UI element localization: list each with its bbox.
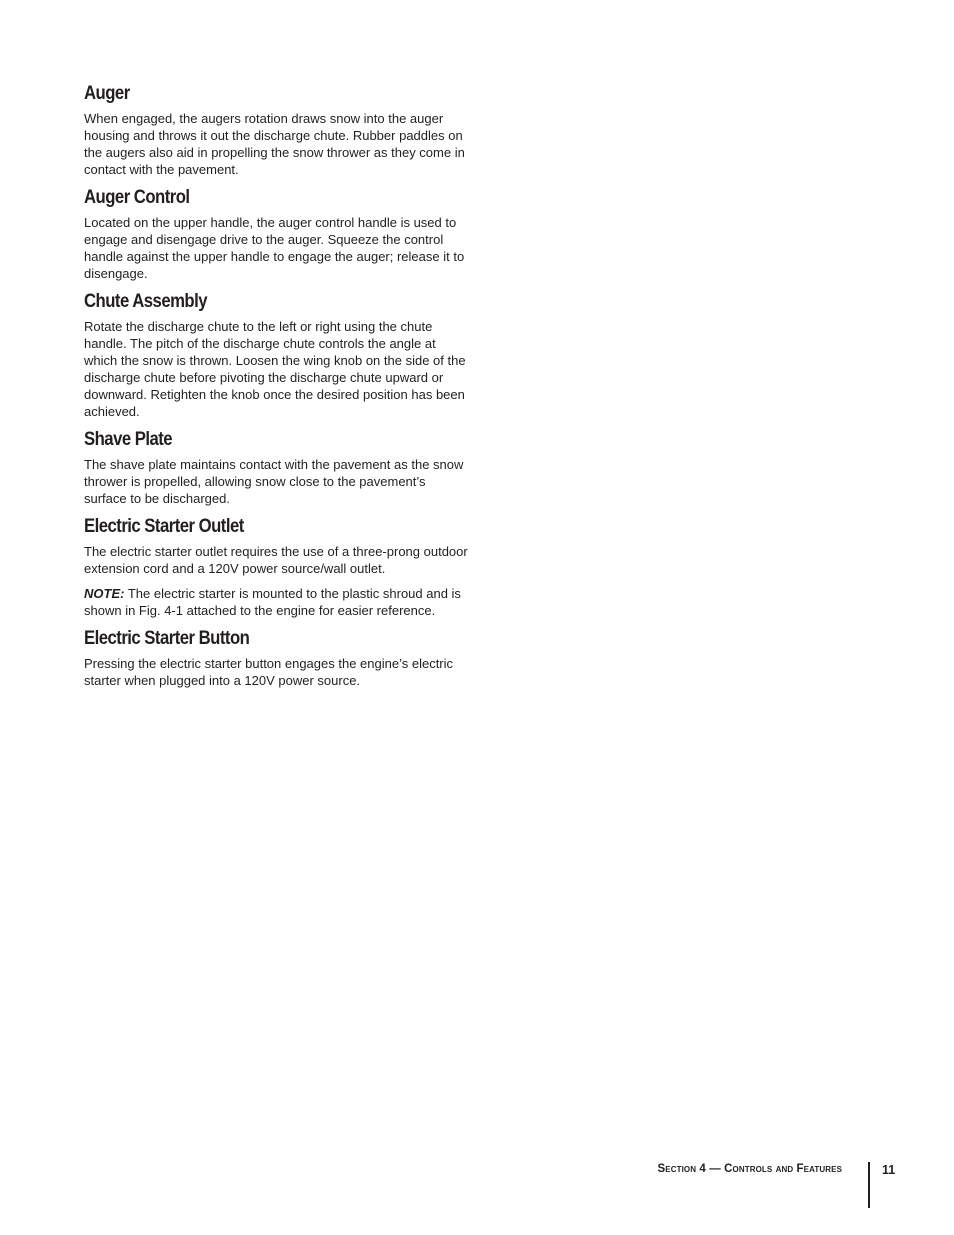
section-body: The shave plate maintains contact with the pavement as the snow thrower is propelled, allowing snow close to the pavement’s surface to be discharged.: [84, 457, 464, 506]
section-heading: Electric Starter Outlet: [84, 516, 244, 537]
note-label: NOTE:: [84, 586, 125, 601]
section-body: The electric starter outlet requires the use of a three-prong outdoor extension cord and a 120V power source/wall outlet.: [84, 544, 468, 576]
note-text: The electric starter is mounted to the plastic shroud and is shown in Fig. 4-1 attached to the engine for easier reference.: [84, 586, 461, 618]
section-heading: Auger: [84, 83, 130, 104]
page-number: 11: [882, 1163, 896, 1177]
section-heading: Shave Plate: [84, 429, 173, 450]
section-heading: Chute Assembly: [84, 291, 208, 312]
section-electric-starter-outlet: [84, 515, 470, 619]
note: [84, 585, 470, 619]
section-heading: Auger Control: [84, 187, 190, 208]
section-body: When engaged, the augers rotation draws snow into the auger housing and throws it out the discharge chute. Rubber paddles on the augers also aid in propelling the snow thrower as they come in contact with the pavement.: [84, 111, 465, 177]
section-auger: [84, 82, 470, 178]
section-body: Rotate the discharge chute to the left or right using the chute handle. The pitch of the discharge chute controls the angle at which the snow is thrown. Loosen the wing knob on the side of the discharge chute before pivoting the discharge chute upward or downward. Retighten the knob once the desired position has been achieved.: [84, 319, 466, 419]
section-body: Located on the upper handle, the auger control handle is used to engage and disengage drive to the auger. Squeeze the control handle against the upper handle to engage the auger; release it to disengage.: [84, 215, 465, 281]
section-electric-starter-button: [84, 627, 470, 689]
footer-divider: [868, 1162, 870, 1208]
section-heading: Electric Starter Button: [84, 628, 250, 649]
section-auger-control: [84, 186, 470, 282]
section-shave-plate: [84, 428, 470, 507]
footer-section-label: Section 4 — Controls and Features: [657, 1163, 842, 1175]
content-column: [84, 80, 470, 697]
section-chute-assembly: [84, 290, 470, 420]
section-body: Pressing the electric starter button engages the engine’s electric starter when plugged into a 120V power source.: [84, 656, 454, 688]
